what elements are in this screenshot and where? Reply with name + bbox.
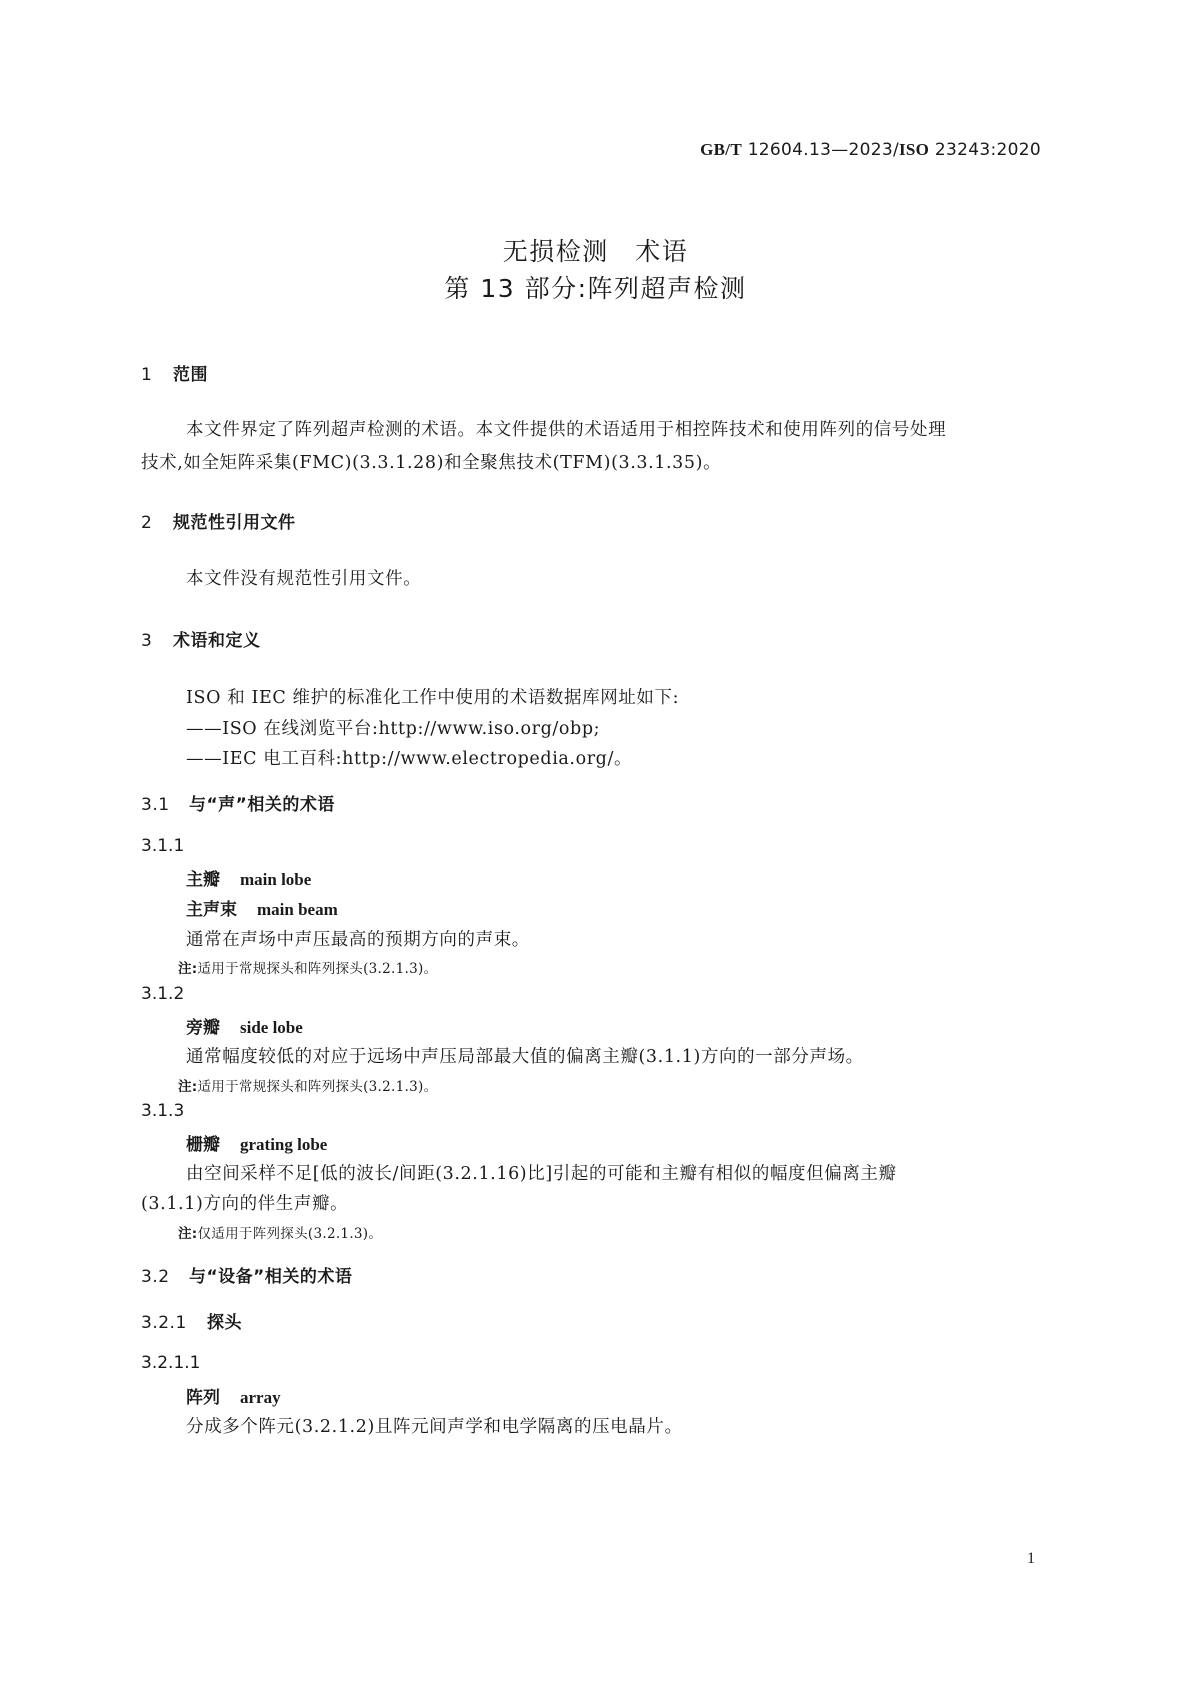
section-1-para-line-2: 技术,如全矩阵采集(FMC)(3.3.1.28)和全聚焦技术(TFM)(3.3.1.35)。: [141, 453, 722, 473]
code-prefix: GB/T: [700, 140, 742, 159]
section-number: 3: [141, 631, 153, 651]
section-number: 3.2: [141, 1267, 170, 1287]
term-number: 3.1.3: [141, 1101, 185, 1121]
term-en: main beam: [257, 900, 338, 919]
term-en: grating lobe: [240, 1135, 328, 1154]
section-1-para-line-1: 本文件界定了阵列超声检测的术语。本文件提供的术语适用于相控阵技术和使用阵列的信号处理: [186, 420, 947, 440]
term-definition: 通常幅度较低的对应于远场中声压局部最大值的偏离主瓣(3.1.1)方向的一部分声场。: [186, 1047, 864, 1067]
term-en: side lobe: [240, 1018, 303, 1037]
section-title: 规范性引用文件: [173, 513, 296, 533]
section-3-2-1-heading: [141, 1308, 242, 1333]
code-suffix: 23243:2020: [934, 140, 1041, 160]
section-2-heading: [141, 508, 296, 533]
note-label: 注:: [178, 1079, 198, 1095]
term-zh: 阵列: [186, 1388, 220, 1408]
section-number: 1: [141, 365, 153, 385]
section-number: 3.2.1: [141, 1313, 187, 1333]
term-note: [178, 1222, 382, 1242]
term-grating-lobe: [186, 1130, 327, 1155]
section-2-para: 本文件没有规范性引用文件。: [186, 569, 422, 589]
page-number: 1: [1027, 1550, 1035, 1567]
title-line-2: 第 13 部分:阵列超声检测: [444, 274, 747, 303]
section-3-list-item-iec: ——IEC 电工百科:http://www.electropedia.org/。: [186, 749, 633, 769]
section-title: 探头: [207, 1313, 242, 1333]
term-definition: 分成多个阵元(3.2.1.2)且阵元间声学和电学隔离的压电晶片。: [186, 1417, 683, 1437]
section-number: 2: [141, 513, 153, 533]
note-text: 适用于常规探头和阵列探头(3.2.1.3)。: [197, 1079, 438, 1095]
section-title: 术语和定义: [173, 631, 261, 651]
term-note: [178, 957, 437, 977]
note-label: 注:: [178, 1226, 198, 1242]
term-main-beam: [186, 895, 338, 920]
term-definition-line-1: 由空间采样不足[低的波长/间距(3.2.1.16)比]引起的可能和主瓣有相似的幅度但偏离主瓣: [186, 1164, 897, 1184]
title-line-1: 无损检测 术语: [502, 237, 689, 266]
term-side-lobe: [186, 1013, 303, 1038]
section-number: 3.1: [141, 795, 170, 815]
term-zh: 栅瓣: [186, 1135, 220, 1155]
note-text: 适用于常规探头和阵列探头(3.2.1.3)。: [197, 961, 438, 977]
section-title: 与“设备”相关的术语: [189, 1267, 353, 1287]
code-middle: 12604.13—2023/: [747, 140, 899, 160]
note-text: 仅适用于阵列探头(3.2.1.3)。: [197, 1226, 383, 1242]
note-label: 注:: [178, 961, 198, 977]
term-number: 3.1.2: [141, 984, 185, 1004]
term-definition-line-2: (3.1.1)方向的伴生声瓣。: [141, 1194, 349, 1214]
term-zh: 主瓣: [186, 870, 220, 890]
term-en: array: [240, 1388, 281, 1407]
section-3-heading: [141, 626, 261, 651]
term-zh: 主声束: [186, 900, 237, 920]
section-3-1-heading: [141, 790, 335, 815]
standard-code: [700, 140, 1041, 160]
term-en: main lobe: [240, 870, 312, 889]
section-3-intro: ISO 和 IEC 维护的标准化工作中使用的术语数据库网址如下:: [186, 688, 680, 708]
term-zh: 旁瓣: [186, 1018, 220, 1038]
code-iso: ISO: [899, 140, 930, 159]
term-number: 3.1.1: [141, 836, 185, 856]
term-definition: 通常在声场中声压最高的预期方向的声束。: [186, 930, 530, 950]
term-number: 3.2.1.1: [141, 1353, 201, 1373]
section-title: 范围: [173, 365, 208, 385]
section-3-2-heading: [141, 1262, 352, 1287]
section-title: 与“声”相关的术语: [189, 795, 335, 815]
term-note: [178, 1075, 437, 1095]
term-main-lobe: [186, 865, 311, 890]
term-array: [186, 1383, 281, 1408]
section-1-heading: [141, 360, 208, 385]
section-3-list-item-iso: ——ISO 在线浏览平台:http://www.iso.org/obp;: [186, 719, 601, 739]
